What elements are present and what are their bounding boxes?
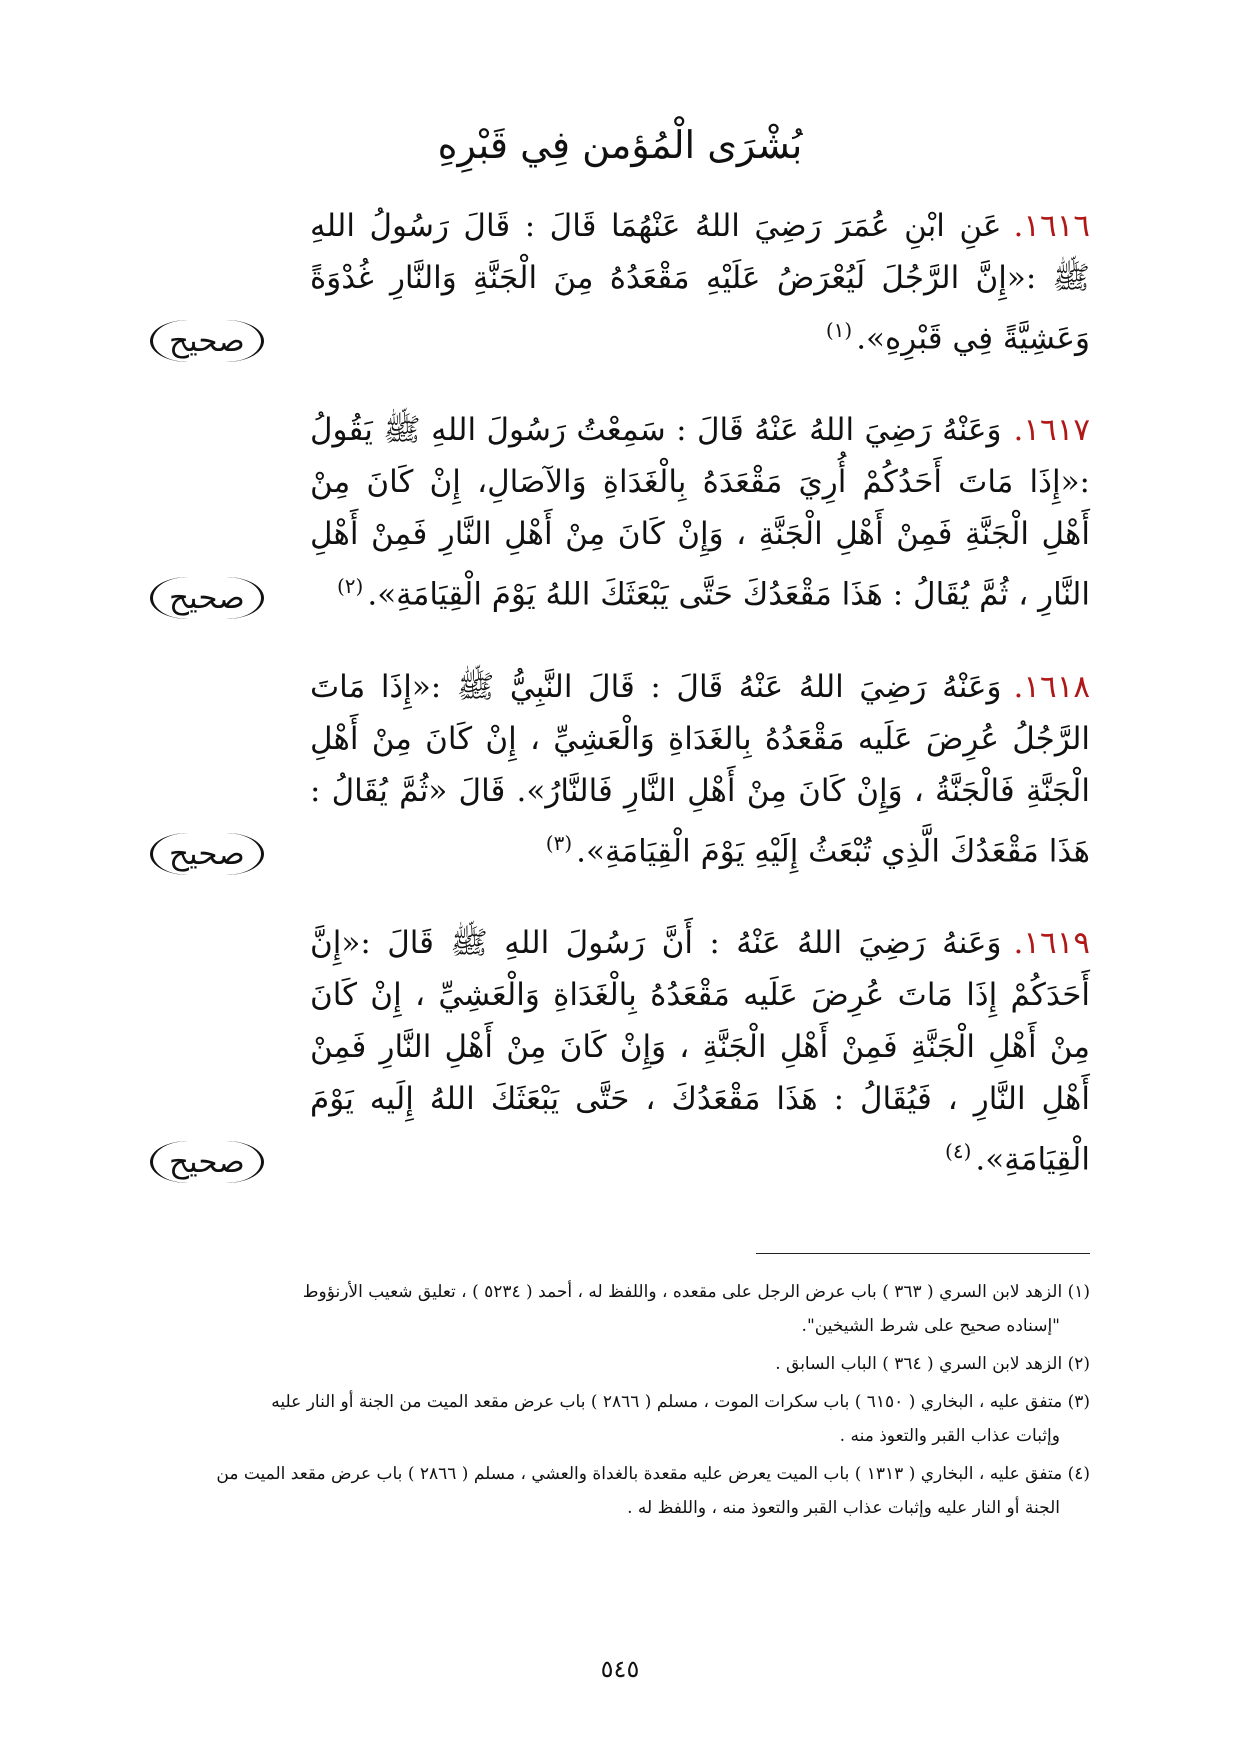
hadith-entry — [150, 917, 1090, 1185]
hadith-entry — [150, 200, 1090, 364]
footnote-continuation: الجنة أو النار عليه وإثبات عذاب القبر والتعوذ منه ، واللفظ له . — [627, 1498, 1060, 1518]
footnote-separator — [756, 1253, 1090, 1254]
hadith-grade-badge: صحيح — [150, 833, 264, 875]
hadith-entry — [150, 661, 1090, 877]
page-title: بُشْرَى الْمُؤمن فِي قَبْرِهِ — [437, 123, 803, 167]
footnote — [150, 1275, 1090, 1343]
hadith-number: ١٦١٦. — [1013, 208, 1090, 244]
page-number: ٥٤٥ — [600, 1655, 640, 1683]
footnote — [150, 1457, 1090, 1525]
hadith-number: ١٦١٧. — [1013, 412, 1090, 449]
footnote-text: (٣) متفق عليه ، البخاري ( ٦١٥٠ ) باب سكرات الموت ، مسلم ( ٢٨٦٦ ) باب عرض مقعد الميت من الجنة أو النار عليه — [271, 1392, 1090, 1412]
footnotes-section — [150, 1275, 1090, 1529]
footnote-continuation: "إسناده صحيح على شرط الشيخين". — [801, 1316, 1060, 1336]
footnote-text: (٢) الزهد لابن السري ( ٣٦٤ ) الباب السابق . — [775, 1354, 1090, 1374]
footnote-reference: (٣) — [545, 830, 573, 855]
footnote-text: (٤) متفق عليه ، البخاري ( ١٣١٣ ) باب الميت يعرض عليه مقعدة بالغداة والعشي ، مسلم ( ٢٨٦٦ ) باب عرض مقعد الميت من — [216, 1464, 1090, 1484]
hadith-paragraph — [150, 661, 1090, 877]
hadith-text: وَعَنْهُ رَضِيَ اللهُ عَنْهُ قَالَ : قَالَ النَّبِيُّ ﷺ :«إِذَا مَاتَ الرَّجُلُ عُرِضَ عَلَيه مَقْعَدُهُ بِالغَدَاةِ وَالْعَشِيِّ ، إِنْ كَانَ مِنْ أَهْلِ الْجَنَّةِ فَالْجَنَّةُ ، وَإِنْ كَانَ مِنْ أَهْلِ النَّارِ فَالنَّارُ». قَالَ «ثُمَّ يُقَالُ : هَذَا مَقْعَدُكَ الَّذِي تُبْعَثُ إِلَيْهِ يَوْمَ الْقِيَامَةِ». — [310, 668, 1090, 869]
hadith-number: ١٦١٩. — [1013, 924, 1090, 961]
footnote — [150, 1347, 1090, 1381]
hadith-paragraph — [150, 404, 1090, 620]
hadith-paragraph — [150, 200, 1090, 364]
footnote — [150, 1385, 1090, 1453]
hadith-grade-badge: صحيح — [150, 1141, 264, 1183]
hadith-grade-badge: صحيح — [150, 320, 264, 362]
hadith-grade-badge: صحيح — [150, 577, 264, 619]
hadith-text: عَنِ ابْنِ عُمَرَ رَضِيَ اللهُ عَنْهُمَا قَالَ : قَالَ رَسُولُ اللهِ ﷺ :«إِنَّ الرَّجُلَ لَيُعْرَضُ عَلَيْهِ مَقْعَدُهُ مِنَ الْجَنَّةِ وَالنَّارِ غُدْوَةً وَعَشِيَّةً فِي قَبْرِهِ». — [310, 208, 1090, 357]
footnote-reference: (١) — [825, 318, 853, 342]
hadith-list — [150, 200, 1090, 1225]
hadith-text: وَعَنهُ رَضِيَ اللهُ عَنْهُ : أَنَّ رَسُولَ اللهِ ﷺ قَالَ :«إِنَّ أَحَدَكُمْ إِذَا مَاتَ عُرِضَ عَلَيه مَقْعَدُهُ بِالْغَدَاةِ وَالْعَشِيِّ ، إِنْ كَانَ مِنْ أَهْلِ الْجَنَّةِ فَمِنْ أَهْلِ الْجَنَّةِ ، وَإِنْ كَانَ مِنْ أَهْلِ النَّارِ فَمِنْ أَهْلِ النَّارِ ، فَيُقَالُ : هَذَا مَقْعَدُكَ ، حَتَّى يَبْعَثَكَ اللهُ إِلَيه يَوْمَ الْقِيَامَةِ». — [310, 924, 1090, 1178]
footnote-reference: (٤) — [945, 1138, 972, 1163]
footnote-text: (١) الزهد لابن السري ( ٣٦٣ ) باب عرض الرجل على مقعده ، واللفظ له ، أحمد ( ٥٢٣٤ ) ، تعليق شعيب الأرنؤوط — [302, 1282, 1090, 1302]
hadith-text: وَعَنْهُ رَضِيَ اللهُ عَنْهُ قَالَ : سَمِعْتُ رَسُولَ اللهِ ﷺ يَقُولُ :«إِذَا مَاتَ أَحَدُكُمْ أُرِيَ مَقْعَدَهُ بِالْغَدَاةِ وَالآصَالِ، إِنْ كَانَ مِنْ أَهْلِ الْجَنَّةِ فَمِنْ أَهْلِ الْجَنَّةِ ، وَإِنْ كَانَ مِنْ أَهْلِ النَّارِ فَمِنْ أَهْلِ النَّارِ ، ثُمَّ يُقَالُ : هَذَا مَقْعَدُكَ حَتَّى يَبْعَثَكَ اللهُ يَوْمَ الْقِيَامَةِ». — [310, 412, 1090, 613]
footnote-reference: (٢) — [336, 574, 364, 599]
hadith-entry — [150, 404, 1090, 620]
footnote-continuation: وإثبات عذاب القبر والتعوذ منه . — [839, 1426, 1060, 1446]
hadith-paragraph — [150, 917, 1090, 1185]
hadith-number: ١٦١٨. — [1013, 668, 1090, 705]
